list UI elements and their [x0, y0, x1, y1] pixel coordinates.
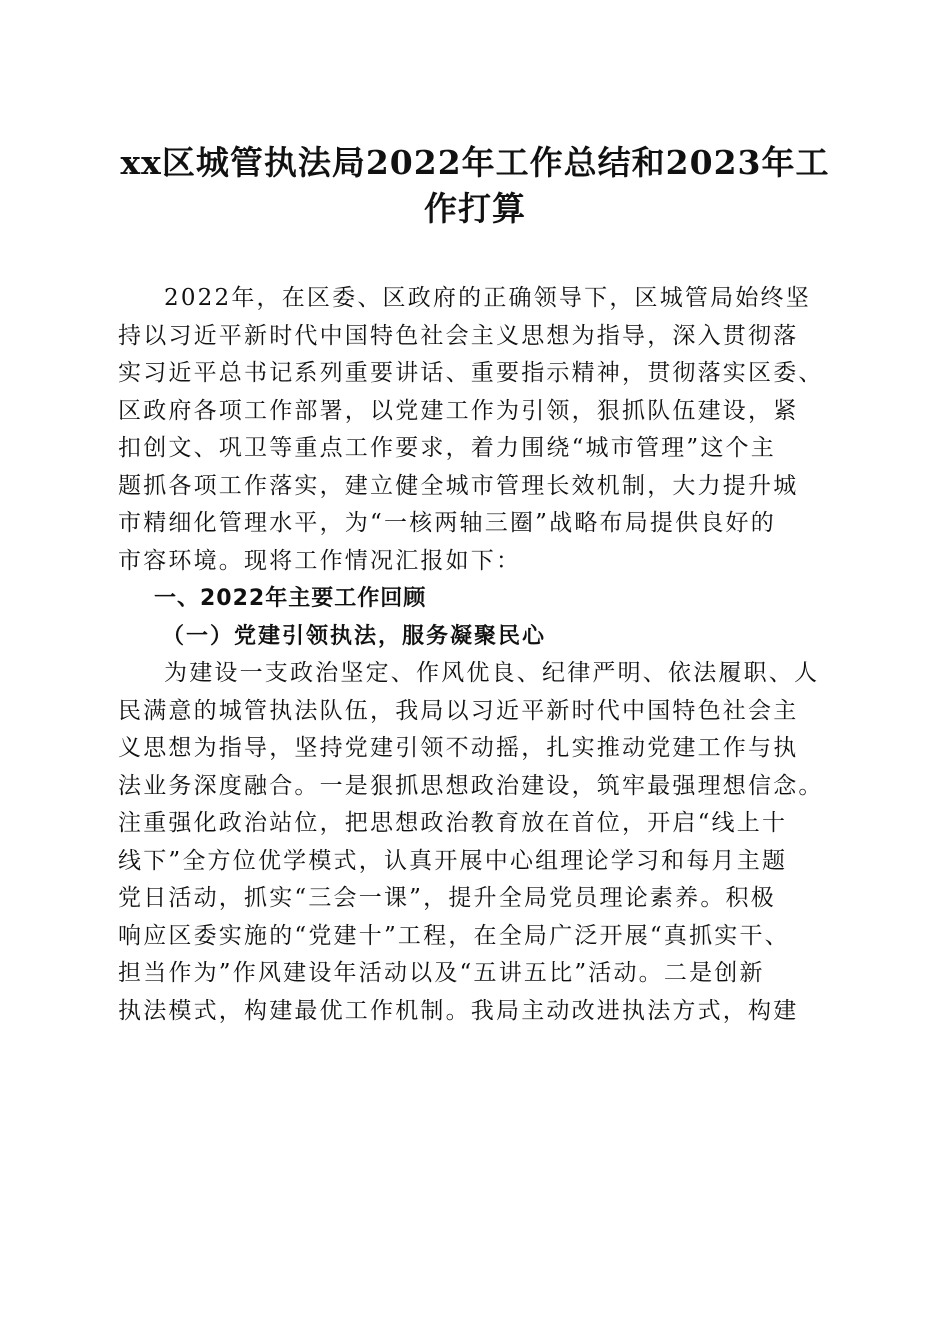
text-line: 担当作为”作风建设年活动以及“五讲五比”活动。二是创新 — [118, 960, 765, 986]
body-paragraph — [118, 655, 836, 1030]
title-line-1: xx区城管执法局2022年工作总结和2023年工 — [120, 143, 830, 182]
text-line: 线下”全方位优学模式，认真开展中心组理论学习和每月主题 — [118, 847, 788, 874]
text-line: 市容环境。现将工作情况汇报如下： — [118, 547, 522, 574]
text-line: 市精细化管理水平，为“一核两轴三圈”战略布局提供良好的 — [118, 510, 776, 536]
document-title — [110, 140, 840, 232]
text-line: 为建设一支政治坚定、作风优良、纪律严明、依法履职、人 — [164, 660, 820, 686]
text-line: 2022年，在区委、区政府的正确领导下，区城管局始终坚 — [164, 285, 811, 311]
intro-paragraph — [118, 280, 836, 580]
text-line: 实习近平总书记系列重要讲话、重要指示精神，贯彻落实区委、 — [118, 360, 824, 386]
text-line: 民满意的城管执法队伍，我局以习近平新时代中国特色社会主 — [118, 697, 799, 724]
section-heading: 一、2022年主要工作回顾 — [154, 586, 427, 611]
text-line: 区政府各项工作部署，以党建工作为引领，狠抓队伍建设，紧 — [118, 397, 799, 424]
text-line: 法业务深度融合。一是狠抓思想政治建设，筑牢最强理想信念。 — [118, 772, 824, 799]
text-line: 响应区委实施的“党建十”工程，在全局广泛开展“真抓实干、 — [118, 922, 790, 949]
subsection-heading: （一）党建引领执法，服务凝聚民心 — [162, 622, 547, 649]
text-line: 执法模式，构建最优工作机制。我局主动改进执法方式，构建 — [118, 997, 799, 1024]
text-line: 题抓各项工作落实，建立健全城市管理长效机制，大力提升城 — [118, 472, 799, 499]
text-line: 党日活动，抓实“三会一课”，提升全局党员理论素养。积极 — [118, 885, 776, 911]
text-line: 义思想为指导，坚持党建引领不动摇，扎实推动党建工作与执 — [118, 735, 799, 761]
title-line-2: 作打算 — [424, 189, 526, 228]
document-body — [118, 280, 836, 1030]
text-line: 持以习近平新时代中国特色社会主义思想为指导，深入贯彻落 — [118, 322, 799, 349]
text-line: 扣创文、巩卫等重点工作要求，着力围绕“城市管理”这个主 — [118, 435, 776, 461]
text-line: 注重强化政治站位，把思想政治教育放在首位，开启“线上十 — [118, 810, 788, 836]
